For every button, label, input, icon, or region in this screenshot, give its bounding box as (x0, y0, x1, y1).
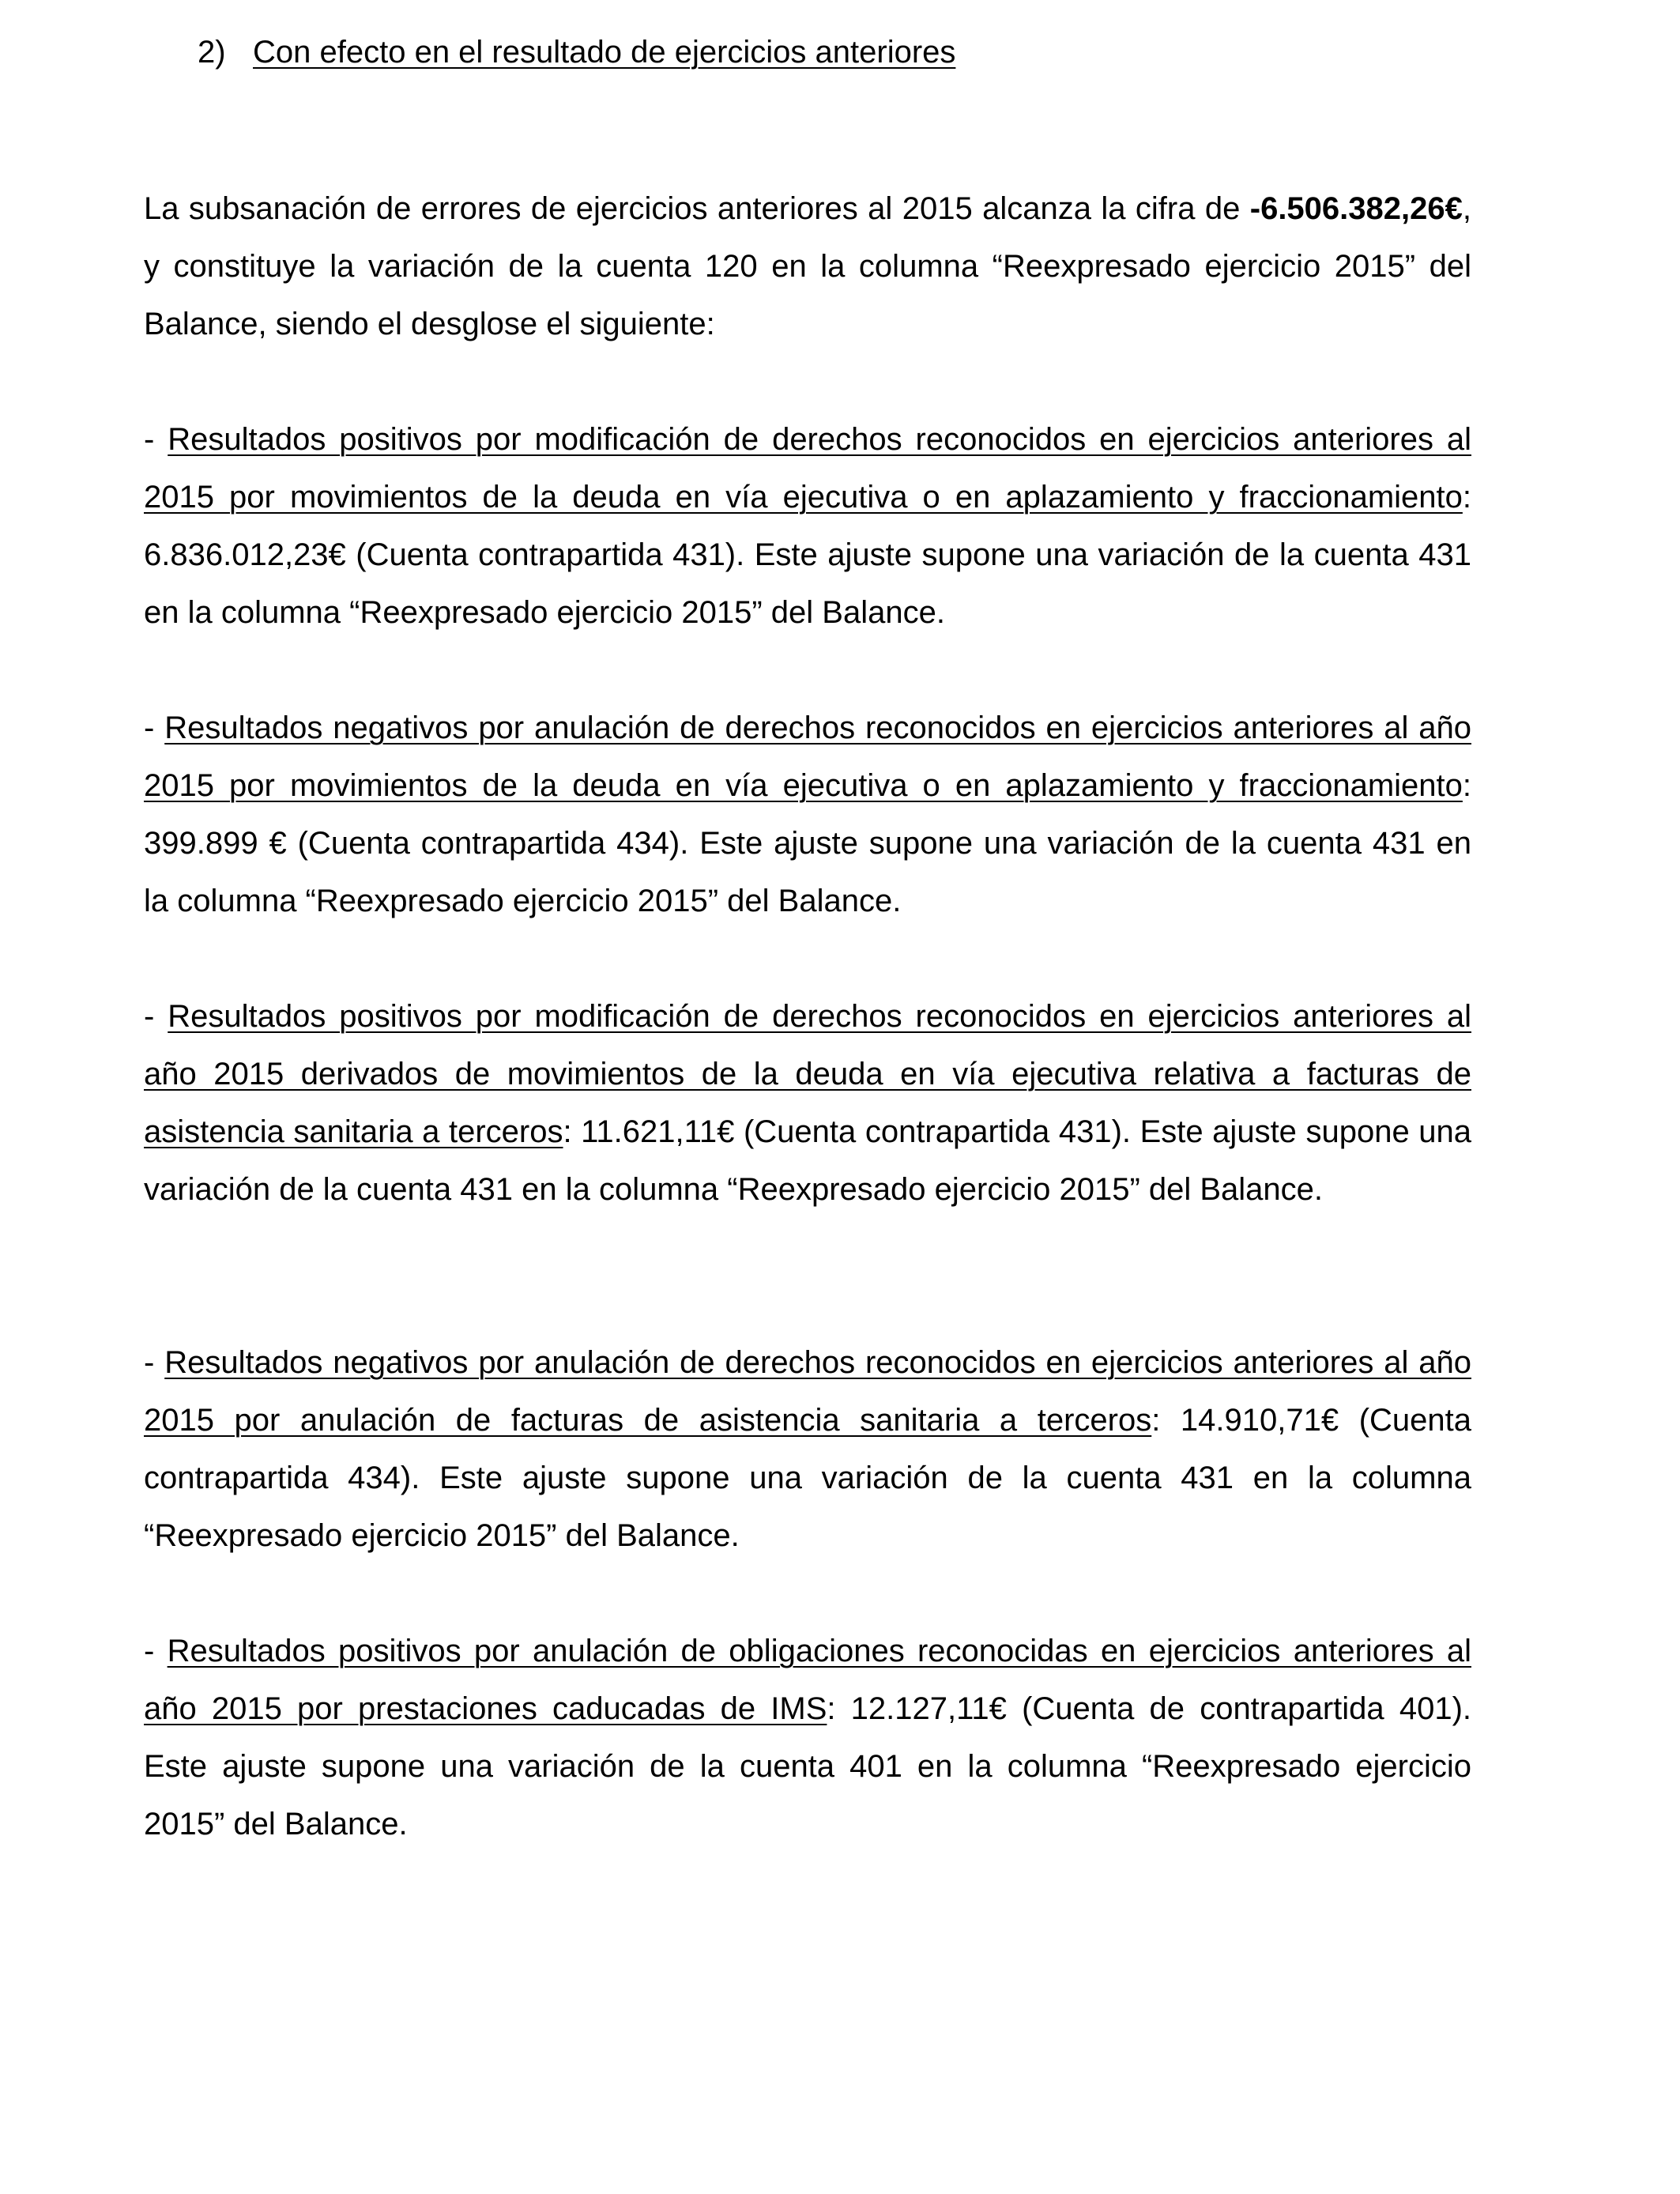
item-dash: - (144, 1345, 165, 1380)
item-detail: : 399.899 € (Cuenta contrapartida 434). Este ajuste supone una variación de la cuenta 431 en la columna “Reexpresado ejercicio 2015” del Balance. (144, 768, 1471, 918)
item-detail: : 11.621,11€ (Cuenta contrapartida 431). Este ajuste supone una variación de la cuenta 431 en la columna “Reexpresado ejercicio 2015” del Balance. (144, 1114, 1472, 1207)
item-paragraph-4 (144, 1334, 1471, 1565)
intro-paragraph (144, 180, 1471, 353)
item-dash: - (144, 999, 168, 1034)
item-title: Resultados negativos por anulación de derechos reconocidos en ejercicios anteriores al año 2015 por movimientos de la deuda en vía ejecutiva o en aplazamiento y fraccionamiento (144, 711, 1471, 803)
intro-text-before: La subsanación de errores de ejercicios anteriores al 2015 alcanza la cifra de (144, 191, 1250, 226)
item-detail: : 6.836.012,23€ (Cuenta contrapartida 431). Este ajuste supone una variación de la cuenta 431 en la columna “Reexpresado ejercicio 2015” del Balance. (144, 480, 1471, 630)
item-paragraph-1 (144, 411, 1471, 642)
item-title: Resultados negativos por anulación de derechos reconocidos en ejercicios anteriores al año 2015 por anulación de facturas de asistencia sanitaria a terceros (144, 1345, 1471, 1438)
section-title: Con efecto en el resultado de ejercicios anteriores (253, 35, 956, 70)
section-number: 2) (198, 35, 226, 70)
intro-amount: -6.506.382,26€ (1249, 191, 1463, 226)
item-title: Resultados positivos por modificación de derechos reconocidos en ejercicios anteriores al 2015 por movimientos de la deuda en vía ejecutiva o en aplazamiento y fraccionamiento (144, 422, 1471, 515)
item-paragraph-2 (144, 699, 1471, 930)
item-paragraph-3 (144, 988, 1471, 1219)
item-title: Resultados positivos por modificación de derechos reconocidos en ejercicios anteriores al año 2015 derivados de movimientos de la deuda en vía ejecutiva relativa a facturas de asistencia sanitaria a terceros (144, 999, 1471, 1149)
section-heading (198, 30, 955, 74)
item-paragraph-5 (144, 1623, 1471, 1853)
intro-text-after: , y constituye la variación de la cuenta 120 en la columna “Reexpresado ejercicio 2015” del Balance, siendo el desglose el siguiente: (144, 191, 1471, 341)
item-detail: : 14.910,71€ (Cuenta contrapartida 434). Este ajuste supone una variación de la cuenta 431 en la columna “Reexpresado ejercicio 2015” del Balance. (144, 1403, 1472, 1553)
item-dash: - (144, 422, 168, 457)
item-dash: - (144, 711, 165, 745)
item-detail: : 12.127,11€ (Cuenta de contrapartida 401). Este ajuste supone una variación de la cuenta 401 en la columna “Reexpresado ejercicio 2015” del Balance. (144, 1691, 1472, 1842)
item-dash: - (144, 1634, 168, 1668)
item-title: Resultados positivos por anulación de obligaciones reconocidas en ejercicios anteriores al año 2015 por prestaciones caducadas de IMS (144, 1634, 1471, 1726)
